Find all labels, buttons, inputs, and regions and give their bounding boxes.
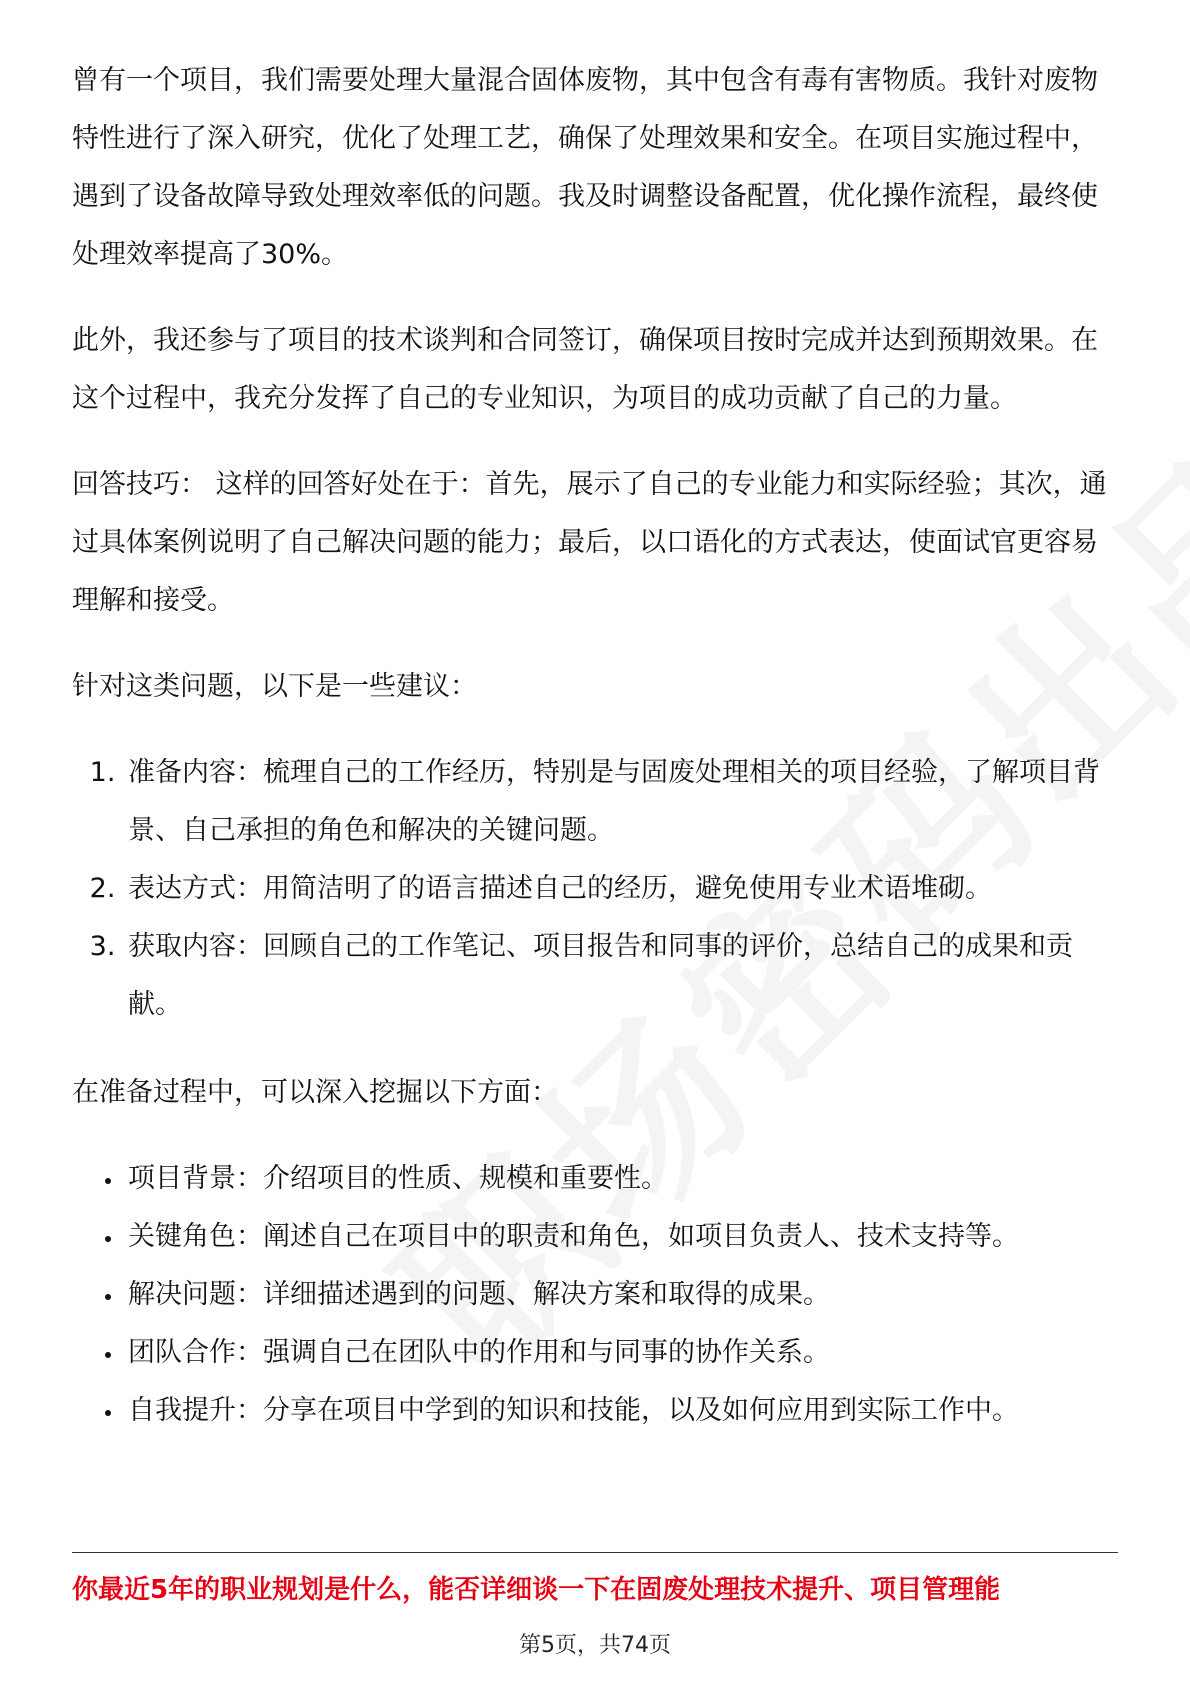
list-item: • 解决问题：详细描述遇到的问题、解决方案和取得的成果。	[124, 1266, 1122, 1324]
paragraph-project-case: 曾有一个项目，我们需要处理大量混合固体废物，其中包含有毒有害物质。我针对废物特性进行了深入研究，优化了处理工艺，确保了处理效果和安全。在项目实施过程中，遇到了设备故障导致处理效率低的问题。我及时调整设备配置，优化操作流程，最终使处理效率提高了30%。	[72, 65, 1098, 270]
paragraph-suggestions-intro: 针对这类问题，以下是一些建议：	[72, 671, 477, 702]
aspects-list	[72, 1150, 1122, 1440]
list-item: • 团队合作：强调自己在团队中的作用和与同事的协作关系。	[124, 1324, 1122, 1382]
list-item: • 关键角色：阐述自己在项目中的职责和角色，如项目负责人、技术支持等。	[124, 1208, 1122, 1266]
paragraph-negotiation: 此外，我还参与了项目的技术谈判和合同签订，确保项目按时完成并达到预期效果。在这个过程中，我充分发挥了自己的专业知识，为项目的成功贡献了自己的力量。	[72, 325, 1098, 414]
main-content	[72, 52, 1122, 1470]
paragraph-preparation-intro: 在准备过程中，可以深入挖掘以下方面：	[72, 1077, 558, 1108]
list-item: • 自我提升：分享在项目中学到的知识和技能，以及如何应用到实际工作中。	[124, 1382, 1122, 1440]
list-item: 2. 表达方式：用简洁明了的语言描述自己的经历，避免使用专业术语堆砌。	[124, 860, 1122, 918]
list-item: • 项目背景：介绍项目的性质、规模和重要性。	[124, 1150, 1122, 1208]
list-item: 1. 准备内容：梳理自己的工作经历，特别是与固废处理相关的项目经验，了解项目背景、自己承担的角色和解决的关键问题。	[124, 744, 1122, 860]
next-question-heading: 你最近5年的职业规划是什么，能否详细谈一下在固废处理技术提升、项目管理能	[72, 1575, 1001, 1605]
divider	[72, 1552, 1118, 1553]
suggestions-list	[72, 744, 1122, 1034]
paragraph-answer-tips: 回答技巧： 这样的回答好处在于：首先，展示了自己的专业能力和实际经验；其次，通过具体案例说明了自己解决问题的能力；最后，以口语化的方式表达，使面试官更容易理解和接受。	[72, 469, 1107, 616]
page-number: 第5页，共74页	[519, 1633, 671, 1658]
list-item: 3. 获取内容：回顾自己的工作笔记、项目报告和同事的评价，总结自己的成果和贡献。	[124, 918, 1122, 1034]
